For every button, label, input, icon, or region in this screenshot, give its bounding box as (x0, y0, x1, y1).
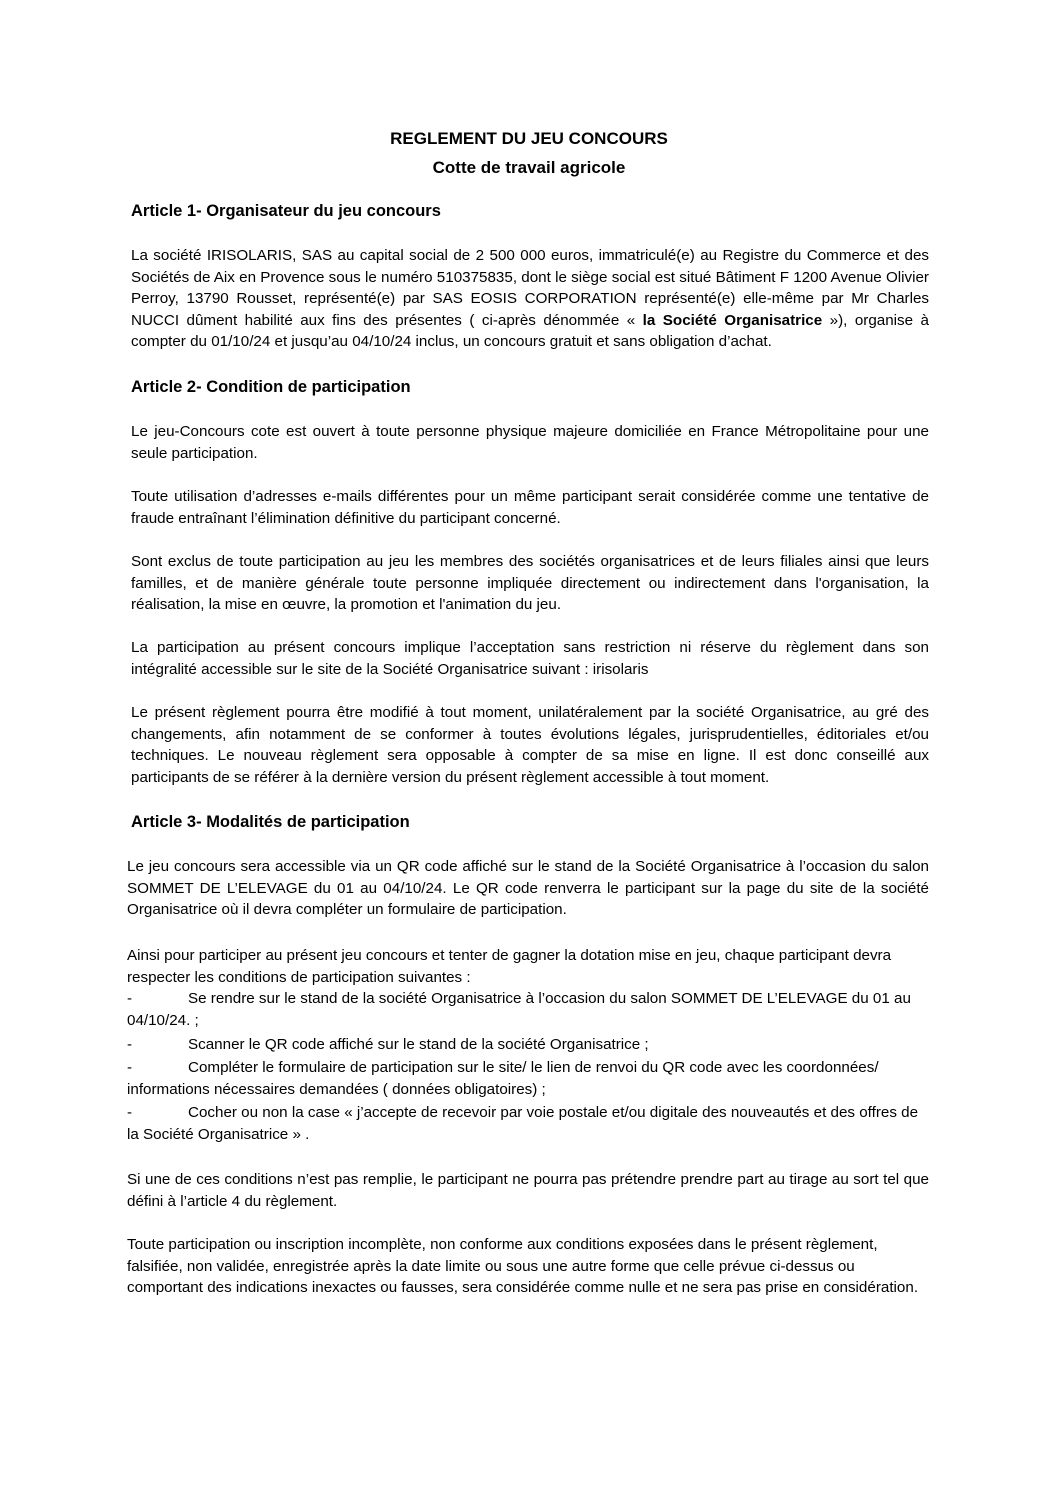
article-1-text-end: »), organise à compter du 01/10/24 et jusqu’au 04/10/24 inclus, un concours gratuit et sans obligation d’achat. (131, 311, 929, 351)
bullet-marker: - (127, 1104, 133, 1121)
bullet-text: Scanner le QR code affiché sur le stand de la société Organisatrice ; (188, 1036, 649, 1053)
article-2-heading: Article 2- Condition de participation (131, 378, 411, 396)
list-item (127, 1057, 929, 1100)
list-item (127, 1102, 929, 1145)
article-3-conditions-intro: Ainsi pour participer au présent jeu concours et tenter de gagner la dotation mise en jeu, chaque participant devra respecter les conditions de participation suivantes : (127, 947, 892, 986)
article-2-paragraph-1: Le jeu-Concours cote est ouvert à toute personne physique majeure domiciliée en France Métropolitaine pour une seule participation. (131, 423, 929, 462)
bullet-marker: - (127, 1036, 133, 1053)
article-3-after-bullets: Si une de ces conditions n’est pas remplie, le participant ne pourra pas prétendre prendre part au tirage au sort tel que défini à l’article 4 du règlement. (127, 1171, 929, 1210)
bullet-text: Cocher ou non la case « j’accepte de recevoir par voie postale et/ou digitale des nouveautés et des offres de la Société Organisatrice » . (127, 1104, 919, 1143)
article-3-heading: Article 3- Modalités de participation (131, 813, 410, 831)
document-subtitle: Cotte de travail agricole (432, 158, 626, 177)
article-3-final: Toute participation ou inscription incomplète, non conforme aux conditions exposées dans le présent règlement, falsifiée, non validée, enregistrée après la date limite ou sous une autre forme que celle prévue ci-dessus ou comportant des indications inexactes ou fausses, sera considérée comme nulle et ne sera pas prise en considération. (127, 1236, 919, 1297)
article-1-heading: Article 1- Organisateur du jeu concours (131, 202, 441, 220)
bullet-text: Se rendre sur le stand de la société Organisatrice à l’occasion du salon SOMMET DE L’ELEVAGE du 01 au 04/10/24. ; (127, 990, 911, 1029)
article-1-text-start: La société IRISOLARIS, SAS au capital social de 2 500 000 euros, immatriculé(e) au Registre du Commerce et des Sociétés de Aix en Provence sous le numéro 510375835, dont le siège social est situé Bâtiment F 1200 Avenue Olivier Perroy, 13790 Rousset, représenté(e) par SAS EOSIS CORPORATION représenté(e) elle-même par Mr Charles NUCCI dûment habilité aux fins des présentes ( ci-après dénommée « (131, 247, 929, 329)
bullet-marker: - (127, 990, 133, 1007)
article-2-paragraph-5: Le présent règlement pourra être modifié à tout moment, unilatéralement par la société Organisatrice, au gré des changements, afin notamment de se conformer à toutes évolutions légales, jurisprudentielles, éditoriales et/ou techniques. Le nouveau règlement sera opposable à compter de sa mise en ligne. Il est donc conseillé aux participants de se référer à la dernière version du présent règlement accessible à tout moment. (131, 704, 929, 786)
bullet-text: Compléter le formulaire de participation sur le site/ le lien de renvoi du QR code avec les coordonnées/ informations nécessaires demandées ( données obligatoires) ; (127, 1059, 879, 1098)
organizer-name-bold: la Société Organisatrice (642, 311, 823, 329)
list-item (127, 1034, 929, 1056)
article-2-paragraph-2: Toute utilisation d’adresses e-mails différentes pour un même participant serait considérée comme une tentative de fraude entraînant l’élimination définitive du participant concerné. (131, 488, 929, 527)
article-1-paragraph (131, 245, 929, 353)
article-3-intro: Le jeu concours sera accessible via un QR code affiché sur le stand de la Société Organisatrice à l’occasion du salon SOMMET DE L’ELEVAGE du 01 au 04/10/24. Le QR code renverra le participant sur la page du site de la société Organisatrice où il devra compléter un formulaire de participation. (127, 858, 929, 919)
article-2-paragraph-4: La participation au présent concours implique l’acceptation sans restriction ni réserve du règlement dans son intégralité accessible sur le site de la Société Organisatrice suivant : irisolaris (131, 639, 929, 678)
article-2-paragraph-3: Sont exclus de toute participation au jeu les membres des sociétés organisatrices et de leurs filiales ainsi que leurs familles, et de manière générale toute personne impliquée directement ou indirectement dans l'organisation, la réalisation, la mise en œuvre, la promotion et l'animation du jeu. (131, 553, 929, 614)
list-item (127, 988, 929, 1031)
bullet-marker: - (127, 1059, 133, 1076)
document-title: REGLEMENT DU JEU CONCOURS (390, 129, 668, 148)
